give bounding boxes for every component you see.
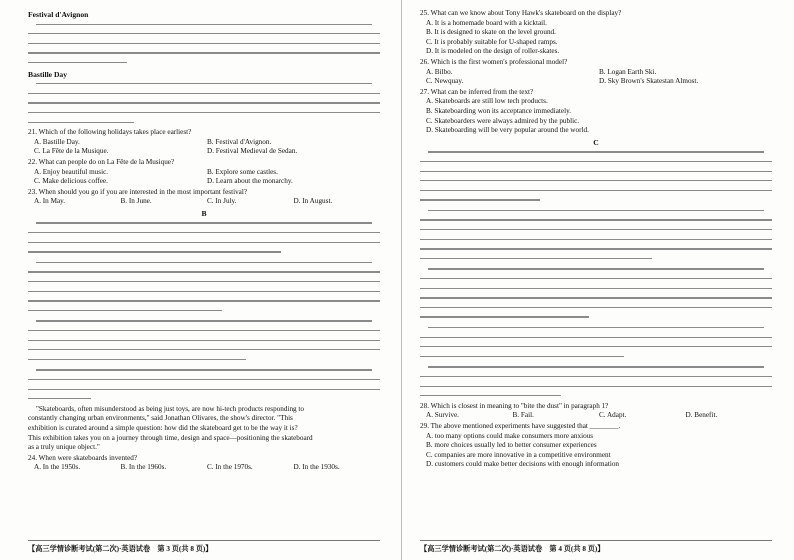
question-28-options	[420, 411, 772, 421]
text-line-placeholder	[420, 235, 772, 245]
text-line-placeholder	[36, 20, 380, 30]
text-line-placeholder	[36, 365, 380, 375]
text-line-placeholder	[420, 342, 772, 352]
option[interactable]: C. Newquay.	[426, 77, 464, 86]
option[interactable]: D. Festival Medieval de Sedan.	[207, 147, 298, 156]
option[interactable]: B. Fail.	[512, 411, 534, 420]
passage-b-paragraph-4	[28, 365, 380, 403]
text-line-placeholder	[420, 215, 772, 225]
text-line-placeholder	[420, 333, 772, 343]
question-29-options	[420, 432, 772, 470]
text-line-placeholder	[28, 238, 380, 248]
option[interactable]: C. companies are more innovative in a competitive environment	[426, 450, 611, 459]
text-line-placeholder	[420, 293, 772, 303]
text-line-placeholder	[36, 316, 380, 326]
text-line-placeholder	[28, 98, 380, 108]
text-line-placeholder	[28, 336, 380, 346]
page-footer-left: 【高三学情诊断考试(第二次)·英语试卷 第 3 页(共 8 页)】	[28, 540, 380, 554]
text-line-placeholder	[420, 176, 772, 186]
question-21: 21. Which of the following holidays takes place earliest?	[28, 128, 192, 137]
question-26: 26. Which is the first women's professional model?	[420, 57, 568, 66]
right-column	[420, 8, 772, 534]
quote-line: constantly changing urban environments," said Jonathan Olivares, the show's director. "This	[28, 414, 293, 423]
option[interactable]: B. Skateboarding won its acceptance immediately.	[426, 106, 572, 115]
text-line-placeholder	[28, 287, 380, 297]
page-footer-right: 【高三学情诊断考试(第二次)·英语试卷 第 4 页(共 8 页)】	[420, 540, 772, 554]
option[interactable]: C. Skateboarders were always admired by the public.	[426, 116, 580, 125]
text-line-placeholder	[420, 372, 772, 382]
question-22: 22. What can people do on La Fête de la Musique?	[28, 157, 175, 166]
text-line-placeholder	[28, 277, 380, 287]
question-21-options	[28, 138, 380, 157]
text-line-placeholder	[28, 228, 380, 238]
text-line-placeholder	[28, 108, 380, 118]
option[interactable]: C. In July.	[207, 197, 237, 206]
text-line-placeholder	[420, 225, 772, 235]
text-line-placeholder	[28, 89, 380, 99]
festival-avignon-heading: Festival d'Avignon	[28, 10, 89, 19]
passage-c-paragraph-3	[420, 264, 772, 322]
option[interactable]: A. Bilbo.	[426, 67, 453, 76]
passage-c-paragraph-4	[420, 323, 772, 361]
question-24: 24. When were skateboards invented?	[28, 453, 138, 462]
section-c-label: C	[593, 137, 599, 147]
option[interactable]: D. Skateboarding will be very popular around the world.	[426, 126, 589, 135]
passage-c-paragraph-2	[420, 206, 772, 264]
option[interactable]: A. It is a homemade board with a kicktail.	[426, 18, 547, 27]
option[interactable]: B. Logan Earth Ski.	[599, 67, 657, 76]
option[interactable]: B. It is designed to skate on the level ground.	[426, 28, 556, 37]
passage-b-paragraph-2	[28, 258, 380, 316]
text-line-placeholder	[36, 79, 380, 89]
text-line-placeholder	[420, 195, 772, 205]
option[interactable]: A. Enjoy beautiful music.	[34, 167, 109, 176]
text-line-placeholder	[420, 382, 772, 392]
question-26-options	[420, 68, 772, 87]
text-line-placeholder	[420, 254, 772, 264]
option[interactable]: A. Bastille Day.	[34, 137, 80, 146]
question-22-options	[28, 168, 380, 187]
text-line-placeholder	[420, 167, 772, 177]
passage-b-quote	[28, 405, 380, 453]
text-line-placeholder	[428, 264, 772, 274]
option[interactable]: A. In May.	[34, 197, 66, 206]
passage-b-paragraph-1	[28, 218, 380, 256]
option[interactable]: D. In the 1930s.	[293, 463, 340, 472]
text-line-placeholder	[420, 312, 772, 322]
quote-line: as a truly unique object."	[28, 443, 100, 452]
text-line-placeholder	[28, 394, 380, 404]
text-line-placeholder	[428, 362, 772, 372]
text-line-placeholder	[428, 323, 772, 333]
text-line-placeholder	[420, 303, 772, 313]
option[interactable]: C. In the 1970s.	[207, 463, 253, 472]
text-line-placeholder	[28, 118, 380, 128]
question-28: 28. Which is closest in meaning to "bite the dust" in paragraph 1?	[420, 401, 609, 410]
option[interactable]: B. In June.	[120, 197, 152, 206]
text-line-placeholder	[28, 39, 380, 49]
question-24-options	[28, 463, 380, 473]
text-line-placeholder	[28, 296, 380, 306]
option[interactable]: C. Make delicious coffee.	[34, 177, 108, 186]
option[interactable]: A. too many options could make consumers more anxious	[426, 431, 594, 440]
text-line-placeholder	[28, 345, 380, 355]
text-line-placeholder	[28, 306, 380, 316]
option[interactable]: D. In August.	[293, 197, 333, 206]
text-line-placeholder	[28, 29, 380, 39]
option[interactable]: B. In the 1960s.	[120, 463, 167, 472]
text-line-placeholder	[28, 355, 380, 365]
quote-line: This exhibition takes you on a journey through time, design and space—positioning the skateboard	[28, 433, 313, 442]
question-23: 23. When should you go if you are interested in the most important festival?	[28, 187, 248, 196]
question-23-options	[28, 197, 380, 207]
question-27: 27. What can be inferred from the text?	[420, 87, 534, 96]
text-line-placeholder	[420, 186, 772, 196]
text-line-placeholder	[28, 58, 380, 68]
text-line-placeholder	[428, 147, 772, 157]
option[interactable]: C. It is probably suitable for U-shaped ramps.	[426, 37, 558, 46]
text-line-placeholder	[420, 274, 772, 284]
question-25: 25. What can we know about Tony Hawk's skateboard on the display?	[420, 9, 622, 17]
option[interactable]: D. It is modeled on the design of roller-skates.	[426, 47, 560, 56]
text-line-placeholder	[420, 391, 772, 401]
bastille-day-paragraph	[28, 79, 380, 127]
text-line-placeholder	[420, 244, 772, 254]
quote-line: exhibition is curated around a simple question: how did the skateboard get to be the way it is?	[28, 423, 298, 432]
text-line-placeholder	[28, 326, 380, 336]
text-line-placeholder	[36, 258, 380, 268]
text-line-placeholder	[28, 48, 380, 58]
text-line-placeholder	[420, 157, 772, 167]
option[interactable]: A. Survive.	[426, 411, 459, 420]
text-line-placeholder	[420, 284, 772, 294]
option[interactable]: C. Adapt.	[599, 411, 627, 420]
text-line-placeholder	[28, 267, 380, 277]
text-line-placeholder	[36, 218, 380, 228]
left-column	[28, 8, 380, 534]
text-line-placeholder	[28, 375, 380, 385]
option[interactable]: C. La Fête de la Musique.	[34, 147, 109, 156]
passage-c-paragraph-5	[420, 362, 772, 400]
option[interactable]: A. In the 1950s.	[34, 463, 81, 472]
option[interactable]: B. Explore some castles.	[207, 167, 278, 176]
text-line-placeholder	[28, 247, 380, 257]
bastille-day-heading: Bastille Day	[28, 69, 68, 79]
text-line-placeholder	[28, 385, 380, 395]
passage-c-paragraph-1	[420, 147, 772, 205]
option[interactable]: D. Benefit.	[685, 411, 718, 420]
text-line-placeholder	[428, 206, 772, 216]
question-25-options	[420, 19, 772, 57]
option[interactable]: D. Sky Brown's Skatestan Almost.	[599, 77, 699, 86]
column-divider	[401, 0, 402, 560]
text-line-placeholder	[420, 352, 772, 362]
quote-line: "Skateboards, often misunderstood as being just toys, are now hi-tech products responding to	[36, 404, 305, 413]
passage-b-paragraph-3	[28, 316, 380, 364]
option[interactable]: B. more choices usually led to better consumer experiences	[426, 441, 597, 450]
question-27-options	[420, 97, 772, 135]
section-b-label: B	[201, 208, 207, 218]
festival-avignon-paragraph	[28, 20, 380, 68]
question-29: 29. The above mentioned experiments have suggested that ________.	[420, 421, 621, 430]
option[interactable]: A. Skateboards are still low tech products.	[426, 97, 548, 106]
option[interactable]: D. customers could make better decisions with enough information	[426, 460, 620, 469]
option[interactable]: D. Learn about the monarchy.	[207, 177, 293, 186]
option[interactable]: B. Festival d'Avignon.	[207, 137, 272, 146]
